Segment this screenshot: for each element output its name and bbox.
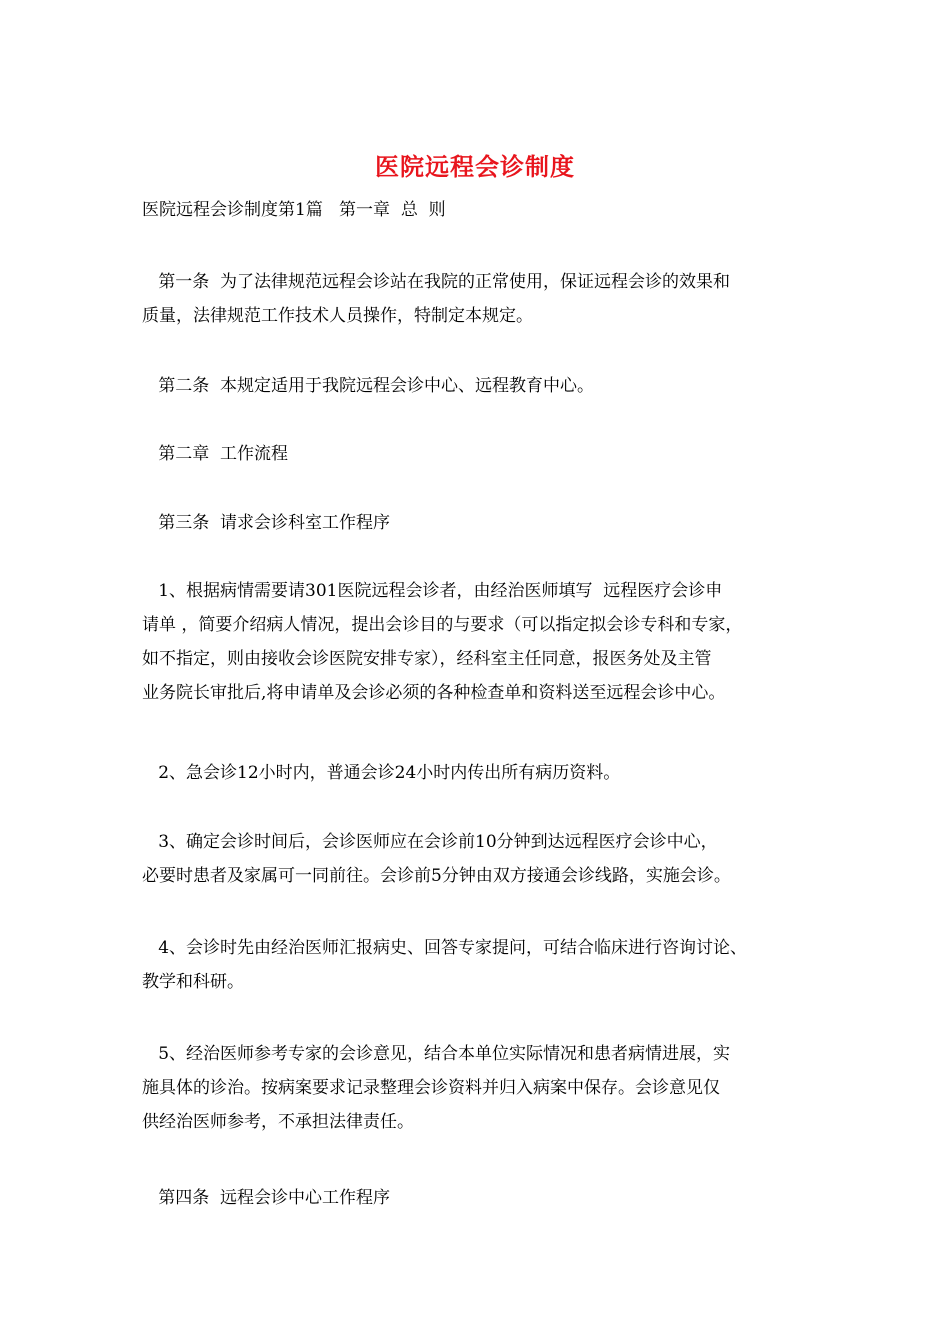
paragraph-line: 5、经治医师参考专家的会诊意见，结合本单位实际情况和患者病情进展，实 <box>142 1044 731 1064</box>
paragraph-item-5 <box>142 1037 832 1139</box>
paragraph-line: 请单 ，简要介绍病人情况，提出会诊目的与要求（可以指定拟会诊专科和专家， <box>142 615 743 635</box>
paragraph-line: 第三条 请求会诊科室工作程序 <box>142 513 391 533</box>
paragraph-article-2 <box>142 369 832 403</box>
paragraph-line: 如不指定，则由接收会诊医院安排专家），经科室主任同意，报医务处及主管 <box>142 649 712 669</box>
paragraph-line: 业务院长审批后,将申请单及会诊必须的各种检查单和资料送至远程会诊中心。 <box>142 683 726 703</box>
paragraph-line: 1、根据病情需要请301医院远程会诊者，由经治医师填写 远程医疗会诊申 <box>142 581 723 601</box>
paragraph-line: 2、急会诊12小时内，普通会诊24小时内传出所有病历资料。 <box>142 763 621 783</box>
paragraph-item-4 <box>142 931 832 999</box>
paragraph-line: 第四条 远程会诊中心工作程序 <box>142 1188 391 1208</box>
paragraph-line: 第二条 本规定适用于我院远程会诊中心、远程教育中心。 <box>142 376 595 396</box>
paragraph-line: 第一条 为了法律规范远程会诊站在我院的正常使用，保证远程会诊的效果和 <box>142 272 731 292</box>
paragraph-line: 供经治医师参考，不承担法律责任。 <box>142 1112 414 1132</box>
paragraph-line: 第二章 工作流程 <box>142 444 289 464</box>
paragraph-item-1 <box>142 574 832 710</box>
document-title: 医院远程会诊制度 <box>375 152 575 181</box>
paragraph-article-4 <box>142 1181 832 1215</box>
paragraph-line: 施具体的诊治。按病案要求记录整理会诊资料并归入病案中保存。会诊意见仅 <box>142 1078 720 1098</box>
paragraph-line: 4、会诊时先由经治医师汇报病史、回答专家提问，可结合临床进行咨询讨论、 <box>142 938 748 958</box>
paragraph-item-3 <box>142 825 832 893</box>
document-subtitle: 医院远程会诊制度第1篇 第一章 总 则 <box>142 200 446 220</box>
paragraph-item-2 <box>142 756 832 790</box>
chapter-2-heading <box>142 437 832 471</box>
paragraph-line: 质量，法律规范工作技术人员操作，特制定本规定。 <box>142 306 533 326</box>
paragraph-article-3 <box>142 506 832 540</box>
paragraph-line: 3、确定会诊时间后，会诊医师应在会诊前10分钟到达远程医疗会诊中心， <box>142 832 718 852</box>
paragraph-line: 必要时患者及家属可一同前往。会诊前5分钟由双方接通会诊线路，实施会诊。 <box>142 866 731 886</box>
paragraph-article-1 <box>142 265 832 333</box>
paragraph-line: 教学和科研。 <box>142 972 244 992</box>
